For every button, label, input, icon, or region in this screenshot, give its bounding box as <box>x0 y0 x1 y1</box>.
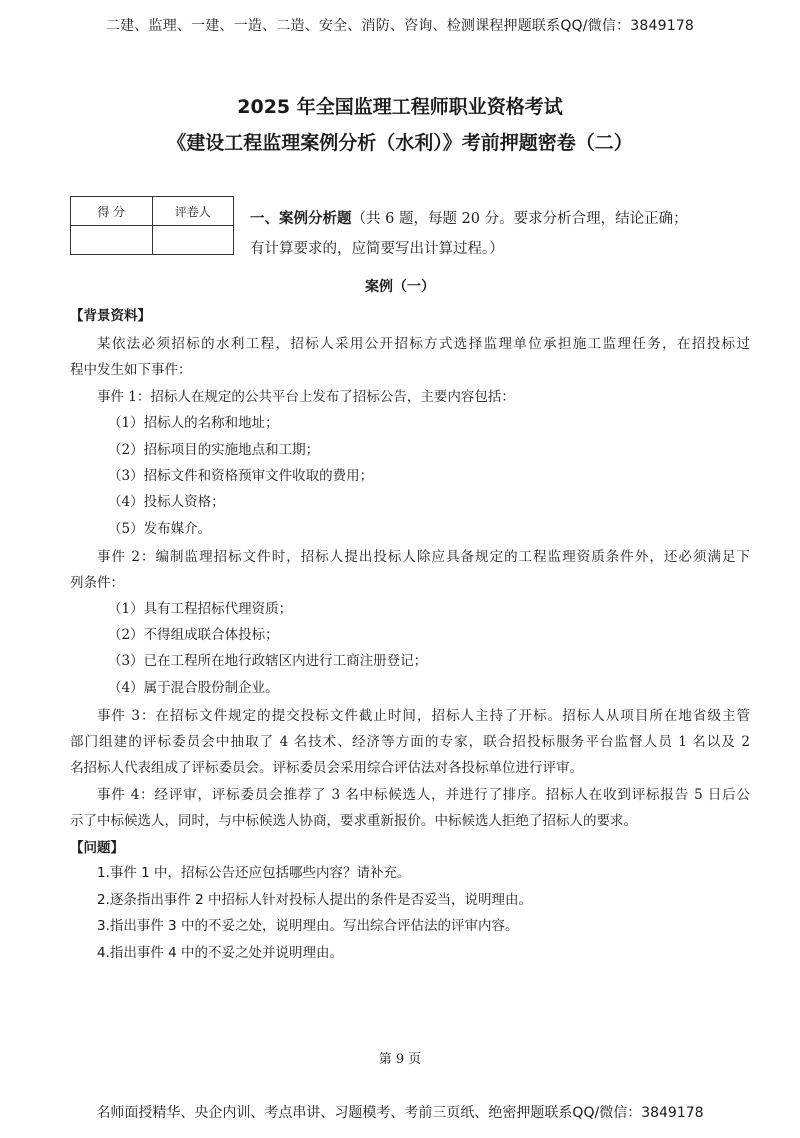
text-line: （1）招标人的名称和地址； <box>108 415 279 431</box>
text-line: （2）不得组成联合体投标； <box>108 627 279 643</box>
grader-label: 评卷人 <box>152 197 234 226</box>
case-title: 案例（一） <box>365 279 435 295</box>
question-item: 2.逐条指出事件 2 中招标人针对投标人提出的条件是否妥当，说明理由。 <box>97 892 533 908</box>
text-line: 名招标人代表组成了评标委员会。评标委员会采用综合评估法对各投标单位进行评审。 <box>70 760 583 776</box>
header-banner: 二建、监理、一建、一造、二造、安全、消防、咨询、检测课程押题联系QQ/微信：3849178 <box>105 18 695 34</box>
score-label: 得 分 <box>71 197 153 226</box>
text-line: 列条件： <box>70 575 124 591</box>
grader-cell <box>152 226 234 255</box>
text-line: （1）具有工程招标代理资质； <box>108 601 293 617</box>
question-item: 1.事件 1 中，招标公告还应包括哪些内容？请补充。 <box>97 865 411 881</box>
page-number: 第 9 页 <box>378 1052 422 1067</box>
question-item: 3.指出事件 3 中的不妥之处，说明理由。写出综合评估法的评审内容。 <box>97 918 519 934</box>
paper-title: 《建设工程监理案例分析（水利）》考前押题密卷（二） <box>167 132 633 154</box>
text-line: （2）招标项目的实施地点和工期； <box>108 442 320 458</box>
score-table <box>70 196 234 255</box>
text-line: 示了中标候选人，同时，与中标候选人协商，要求重新报价。中标候选人拒绝了招标人的要求。 <box>70 813 637 829</box>
text-line: 部门组建的评标委员会中抽取了 4 名技术、经济等方面的专家，联合招投标服务平台监督人员 1 名以及 2 <box>70 734 750 750</box>
text-line: 事件 4：经评审，评标委员会推荐了 3 名中标候选人，并进行了排序。招标人在收到评标报告 5 日后公 <box>97 787 750 803</box>
text-line: 事件 3：在招标文件规定的提交投标文件截止时间，招标人主持了开标。招标人从项目所在地省级主管 <box>97 708 750 724</box>
section-desc-1: （共 6 题，每题 20 分。要求分析合理，结论正确； <box>351 211 688 227</box>
text-line: 事件 2：编制监理招标文件时，招标人提出投标人除应具备规定的工程监理资质条件外，还必须满足下 <box>97 549 750 565</box>
section-desc-2: 有计算要求的，应简要写出计算过程。） <box>250 241 504 257</box>
text-line: 某依法必须招标的水利工程，招标人采用公开招标方式选择监理单位承担施工监理任务，在招投标过 <box>97 336 750 352</box>
text-line: （4）属于混合股份制企业。 <box>108 680 279 696</box>
text-line: 事件 1：招标人在规定的公共平台上发布了招标公告，主要内容包括： <box>97 389 515 405</box>
score-cell <box>71 226 153 255</box>
text-line: （4）投标人资格； <box>108 494 225 510</box>
background-heading: 【背景资料】 <box>70 308 151 324</box>
section-label: 一、案例分析题 <box>250 210 352 227</box>
text-line: （5）发布媒介。 <box>108 521 212 537</box>
text-line: 程中发生如下事件： <box>70 362 192 378</box>
section-heading <box>250 204 750 264</box>
text-line: （3）招标文件和资格预审文件收取的费用； <box>108 468 374 484</box>
exam-title: 2025 年全国监理工程师职业资格考试 <box>237 96 563 118</box>
text-line: （3）已在工程所在地行政辖区内进行工商注册登记； <box>108 653 428 669</box>
question-heading: 【问题】 <box>70 840 124 856</box>
question-item: 4.指出事件 4 中的不妥之处并说明理由。 <box>97 945 344 961</box>
footer-banner: 名师面授精华、央企内训、考点串讲、习题模考、考前三页纸、绝密押题联系QQ/微信：3849178 <box>96 1105 704 1121</box>
